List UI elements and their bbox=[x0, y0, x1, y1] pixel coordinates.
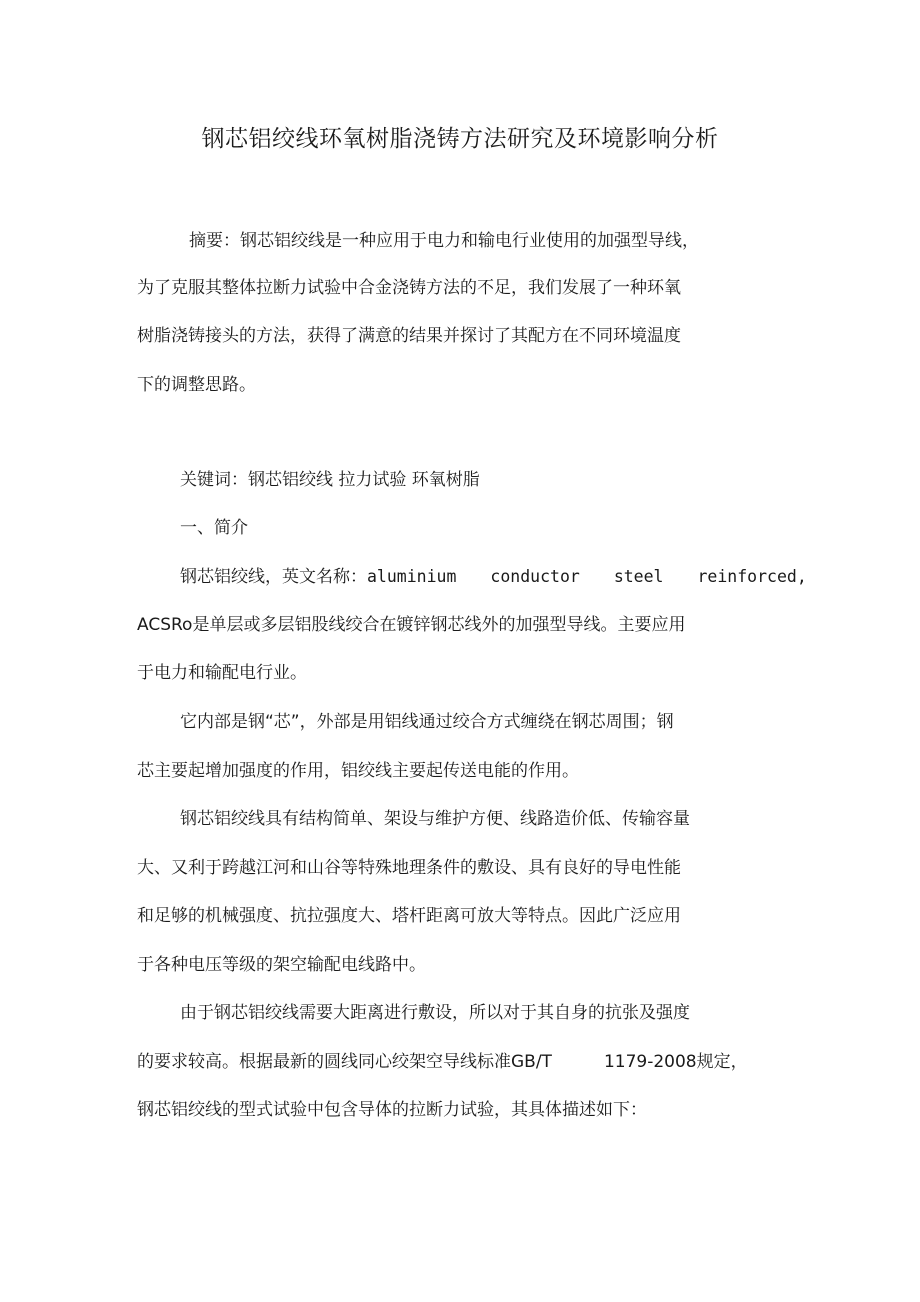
para4-line-2 bbox=[137, 1049, 748, 1075]
para4-line-2-part-2: 1179-2008规定， bbox=[603, 1052, 748, 1072]
para4-line-3: 钢芯铝绞线的型式试验中包含导体的拉断力试验，其具体描述如下： bbox=[137, 1100, 647, 1120]
english-word-4: reinforced, bbox=[697, 567, 807, 586]
para3-line-2: 大、又利于跨越江河和山谷等特殊地理条件的敷设、具有良好的导电性能 bbox=[137, 858, 681, 878]
english-word-2: conductor bbox=[490, 567, 580, 586]
para2-line-1: 它内部是钢“芯”，外部是用铝线通过绞合方式缠绕在钢芯周围；钢 bbox=[180, 712, 674, 732]
para3-line-3: 和足够的机械强度、抗拉强度大、塔杆距离可放大等特点。因此广泛应用 bbox=[137, 906, 681, 926]
para2-line-2: 芯主要起增加强度的作用，铝绞线主要起传送电能的作用。 bbox=[137, 761, 579, 781]
english-word-3: steel bbox=[613, 567, 664, 586]
section-heading-intro: 一、简介 bbox=[180, 518, 248, 538]
para3-line-4: 于各种电压等级的架空输配电线路中。 bbox=[137, 955, 426, 975]
para1-line-1 bbox=[180, 564, 807, 590]
para1-line-1-prefix: 钢芯铝绞线，英文名称： bbox=[180, 567, 367, 587]
english-word-1: aluminium bbox=[367, 567, 457, 586]
abstract-line-1: 摘要：钢芯铝绞线是一种应用于电力和输电行业使用的加强型导线， bbox=[189, 231, 699, 251]
abstract-line-4: 下的调整思路。 bbox=[137, 375, 256, 395]
para3-line-1: 钢芯铝绞线具有结构简单、架设与维护方便、线路造价低、传输容量 bbox=[180, 809, 690, 829]
document-title: 钢芯铝绞线环氧树脂浇铸方法研究及环境影响分析 bbox=[201, 126, 719, 152]
para4-line-1: 由于钢芯铝绞线需要大距离进行敷设，所以对于其自身的抗张及强度 bbox=[180, 1003, 690, 1023]
keywords-line: 关键词：钢芯铝绞线 拉力试验 环氧树脂 bbox=[180, 470, 480, 490]
para4-line-2-part-1: 的要求较高。根据最新的圆线同心绞架空导线标准GB/T bbox=[137, 1052, 552, 1072]
abstract-line-2: 为了克服其整体拉断力试验中合金浇铸方法的不足，我们发展了一种环氧 bbox=[137, 278, 681, 298]
para1-line-2: ACSRo是单层或多层铝股线绞合在镀锌钢芯线外的加强型导线。主要应用 bbox=[137, 615, 686, 635]
english-name bbox=[367, 567, 807, 586]
abstract-line-3: 树脂浇铸接头的方法，获得了满意的结果并探讨了其配方在不同环境温度 bbox=[137, 326, 681, 346]
para1-line-3: 于电力和输配电行业。 bbox=[137, 663, 307, 683]
